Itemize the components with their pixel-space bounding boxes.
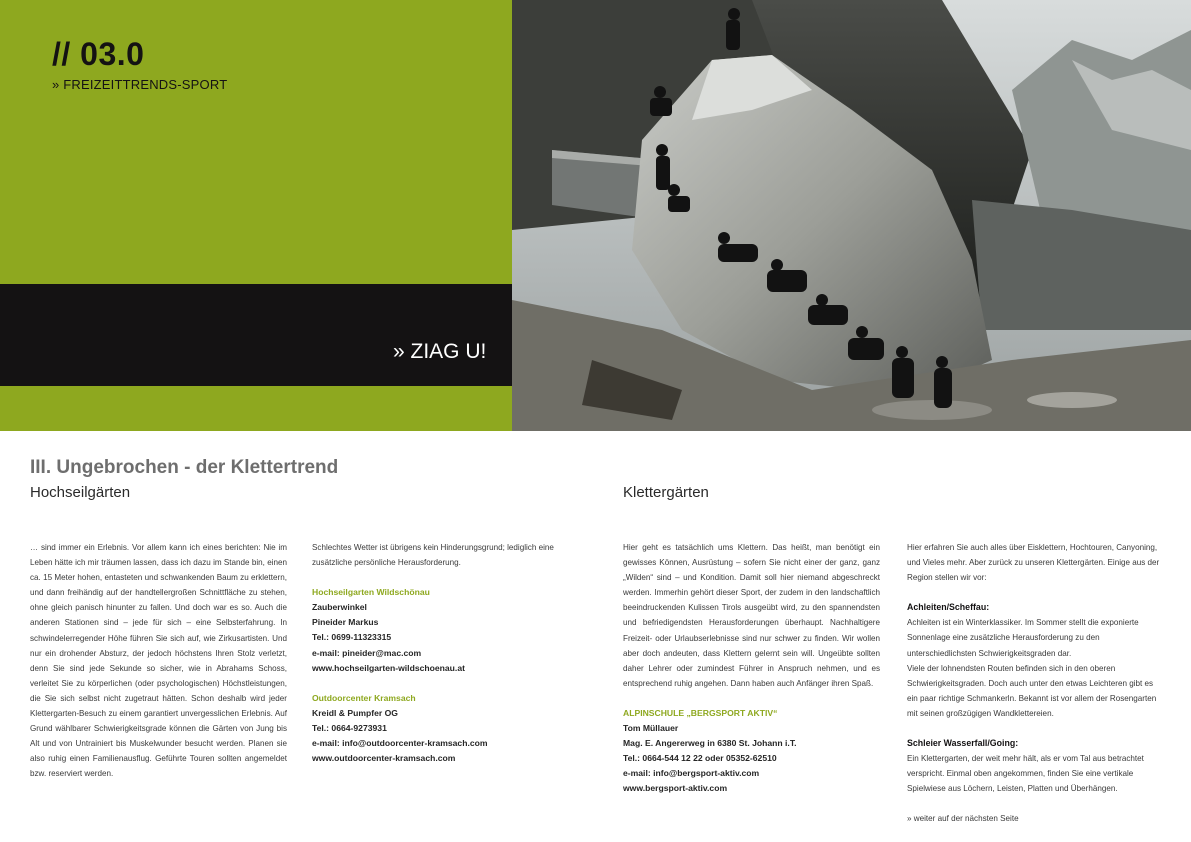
text-column-2 — [312, 540, 577, 766]
contact-2-name: Outdoorcenter Kramsach — [312, 692, 416, 703]
black-banner — [0, 284, 512, 386]
column-2-intro: Schlechtes Wetter ist übrigens kein Hinderungsgrund; lediglich eine zusätzliche persönliche Herausforderung. — [312, 543, 554, 568]
article-title: III. Ungebrochen - der Klettertrend — [30, 457, 339, 478]
contact-1-line-1: Zauberwinkel — [312, 602, 367, 613]
heading-schleier-wasserfall: Schleier Wasserfall/Going: — [907, 738, 1019, 749]
contact-3-name: ALPINSCHULE „BERGSPORT AKTIV“ — [623, 707, 778, 718]
contact-1-name: Hochseilgarten Wildschönau — [312, 587, 430, 598]
contact-3-phone: Tel.: 0664-544 12 22 oder 05352-62510 — [623, 753, 777, 764]
schleier-wasserfall-text: Ein Klettergarten, der weit mehr hält, als er vom Tal aus betrachtet verspricht. Einmal oben angekommen, finden Sie eine vertikale Spielwiese aus Löchern, Leisten, Platten und Überhängen. — [907, 754, 1144, 794]
contact-1-email: e-mail: pineider@mac.com — [312, 647, 422, 658]
section-topic: » FREIZEITTRENDS-SPORT — [52, 77, 228, 92]
contact-2-website: www.outdoorcenter-kramsach.com — [312, 753, 456, 764]
contact-1-line-2: Pineider Markus — [312, 617, 379, 628]
contact-2-email: e-mail: info@outdoorcenter-kramsach.com — [312, 738, 488, 749]
subtitle-klettergaerten: Klettergärten — [623, 484, 709, 501]
column-1-text: … sind immer ein Erlebnis. Vor allem kann ich eines berichten: Nie im Leben hätte ich mir träumen lassen, dass ich dazu im Stande bin, einen ca. 15 Meter hohen, entasteten und schwankenden Baum zu erklettern, und dann freihändig auf der handtellergroßen Schnittfläche zu stehen, ohne gleich panisch hinunter zu fallen. Und doch war es so. Auch die anderen Stationen sind – jede für sich – eine Selbsterfahrung. In schwindelerregender Höhe führen Sie sich auf, wie Zirkusartisten. Und nur ein drohender Absturz, der jedoch höchstens Ihren Stolz verletzt, denn Sie sind jede Sekunde so sicher, wie in Abrahams Schoss, verleitet Sie zu körperlichen (oder psychologischen) Höchstleistungen, die Sie sich selbst nicht zugetraut hätten. Schon deshalb wird jeder Klettergarten-Besuch zu einem garantiert unvergesslichen Erlebnis. Auf Grund wählbarer Schwierigkeitsgrade können die Gärten von Jung bis Alt und von Untrainiert bis Muskelwunder besucht werden. Planen sie also ruhig einen Familienausflug. Geführte Touren sollten angemeldet bzw. reserviert werden. — [30, 543, 287, 779]
contact-1-phone: Tel.: 0699-11323315 — [312, 632, 392, 643]
text-column-4 — [907, 540, 1164, 827]
contact-2-line-1: Kreidl & Pumpfer OG — [312, 707, 398, 718]
contact-2-phone: Tel.: 0664-9273931 — [312, 722, 387, 733]
continue-next-page: » weiter auf der nächsten Seite — [907, 814, 1019, 824]
contact-3-email: e-mail: info@bergsport-aktiv.com — [623, 768, 760, 779]
section-number: // 03.0 — [52, 36, 145, 72]
column-3-text: Hier geht es tatsächlich ums Klettern. Das heißt, man benötigt ein gewisses Können, Ausrüstung – sofern Sie nicht einer der ganz, ganz „Wilden“ sind – und Kondition. Damit soll hier niemand abgeschreckt werden. Immerhin gehört dieser Sport, der zudem in den landschaftlich beeindruckenden Kulissen Tirols ausgeübt wird, zu den spannendsten und befriedigendsten Herausforderungen überhaupt. Nachhaltigere Freizeit- oder Urlaubserlebnisse sind nur schwer zu finden. Wir wollen aber doch andeuten, dass Klettern gelernt sein will. Ungeübte sollten daher Lehrer oder zumindest Führer in Anspruch nehmen, und es entsprechend ruhig angehen. Dann haben auch Anfänger ihren Spaß. — [623, 543, 880, 688]
achleiten-text-1: Achleiten ist ein Winterklassiker. Im Sommer stellt die exponierte Sonnenlage eine zusätzliche Herausforderung zu den unterschiedlichsten Schwierigkeitsgraden dar. — [907, 618, 1139, 658]
text-column-3 — [623, 540, 880, 797]
column-4-intro: Hier erfahren Sie auch alles über Eisklettern, Hochtouren, Canyoning, und Vieles mehr. Aber zurück zu unseren Klettergärten. Einige aus der Region stellen wir vor: — [907, 543, 1160, 583]
bouldering-photo — [512, 0, 1191, 431]
subtitle-hochseilgaerten: Hochseilgärten — [30, 484, 131, 501]
text-column-1 — [30, 540, 287, 782]
contact-3-website: www.bergsport-aktiv.com — [623, 783, 728, 794]
contact-1-website: www.hochseilgarten-wildschoenau.at — [312, 662, 465, 673]
banner-slogan: » ZIAG U! — [393, 340, 487, 363]
achleiten-text-2: Viele der lohnendsten Routen befinden sich in den oberen Schwierigkeitsgraden. Doch auch unter den etwas Leichteren gibt es ein paar richtige Schmankerln. Bekannt ist vor allem der Rosengarten mit seinen großzügigen Wandklettereien. — [907, 663, 1157, 718]
contact-3-line-1: Tom Müllauer — [623, 723, 679, 734]
contact-3-address: Mag. E. Angererweg in 6380 St. Johann i.T. — [623, 738, 797, 749]
heading-achleiten: Achleiten/Scheffau: — [907, 602, 990, 613]
bouldering-photo-illustration — [512, 0, 1191, 431]
